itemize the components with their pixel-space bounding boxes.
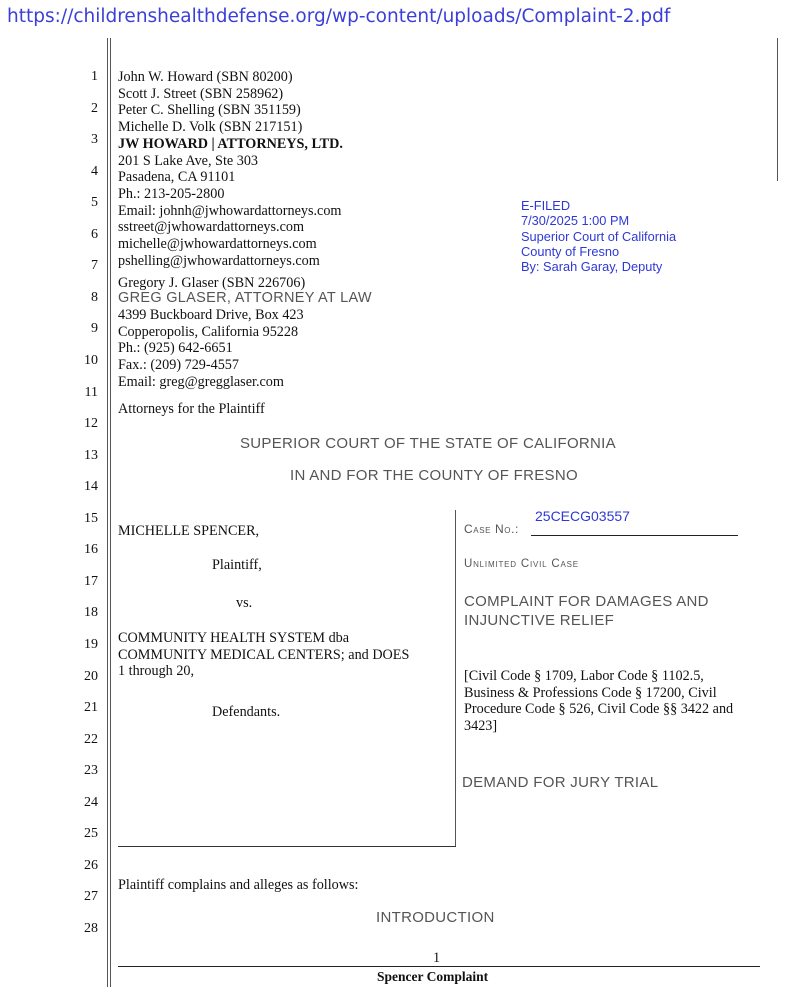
footer-title: Spencer Complaint — [377, 969, 489, 984]
pleading-rule-left-outer — [107, 38, 108, 987]
line-number: 11 — [84, 384, 98, 400]
glaser-line: Copperopolis, California 95228 — [118, 323, 299, 340]
line-number: 25 — [84, 826, 98, 842]
glaser-firm-name: GREG GLASER, ATTORNEY AT LAW — [118, 290, 372, 306]
line-number: 26 — [84, 857, 98, 873]
attorney-line: Michelle D. Volk (SBN 217151) — [118, 119, 303, 136]
efiled-stamp-line: 7/30/2025 1:00 PM — [521, 213, 630, 229]
defendants-label: Defendants. — [212, 704, 281, 720]
intro-sentence: Plaintiff complains and alleges as follows: — [118, 877, 359, 893]
line-number: 9 — [91, 321, 98, 337]
law-firm-name: JW HOWARD | ATTORNEYS, LTD. — [118, 135, 343, 152]
line-number: 6 — [91, 226, 98, 242]
attorney-line: 201 S Lake Ave, Ste 303 — [118, 152, 259, 169]
pleading-rule-right — [777, 38, 778, 181]
line-number: 20 — [84, 668, 98, 684]
attorneys-for-plaintiff: Attorneys for the Plaintiff — [118, 401, 265, 417]
court-name: SUPERIOR COURT OF THE STATE OF CALIFORNIA — [240, 435, 616, 452]
defendant-line: COMMUNITY MEDICAL CENTERS; and DOES — [118, 646, 410, 663]
defendants-block — [118, 630, 409, 680]
glaser-line: Fax.: (209) 729-4557 — [118, 357, 239, 374]
case-type: Unlimited Civil Case — [464, 558, 579, 570]
line-number: 8 — [91, 289, 98, 305]
attorney-line: sstreet@jwhowardattorneys.com — [118, 219, 305, 236]
complaint-title-line: COMPLAINT FOR DAMAGES AND — [464, 593, 709, 610]
section-heading-introduction: INTRODUCTION — [376, 909, 495, 926]
glaser-address-block — [118, 307, 304, 391]
pdf-url-link[interactable]: https://childrenshealthdefense.org/wp-content/uploads/Complaint-2.pdf — [7, 6, 671, 27]
glaser-name: Gregory J. Glaser (SBN 226706) — [118, 275, 306, 291]
attorney-line: Scott J. Street (SBN 258962) — [118, 85, 284, 102]
attorneys-block — [118, 69, 343, 269]
glaser-line: Email: greg@gregglaser.com — [118, 373, 284, 390]
line-number: 23 — [84, 763, 98, 779]
efiled-stamp-line: By: Sarah Garay, Deputy — [521, 259, 663, 275]
attorney-line: michelle@jwhowardattorneys.com — [118, 236, 317, 253]
caption-divider-bottom — [118, 846, 456, 847]
line-number: 22 — [84, 731, 98, 747]
efiled-stamp-line: Superior Court of California — [521, 228, 677, 244]
plaintiff-name: MICHELLE SPENCER, — [118, 523, 260, 539]
jury-demand: DEMAND FOR JURY TRIAL — [462, 774, 659, 791]
line-number: 13 — [84, 447, 98, 463]
defendant-line: COMMUNITY HEALTH SYSTEM dba — [118, 630, 350, 646]
efiled-stamp-line: County of Fresno — [521, 243, 620, 259]
line-number: 5 — [91, 195, 98, 211]
line-number: 18 — [84, 605, 98, 621]
statutory-codes — [464, 668, 733, 735]
attorney-line: Pasadena, CA 91101 — [118, 169, 236, 186]
codes-line: 3423] — [464, 718, 498, 735]
glaser-line: Ph.: (925) 642-6651 — [118, 340, 233, 357]
efiled-stamp-line: E-FILED — [521, 198, 571, 213]
line-number: 27 — [84, 889, 98, 905]
line-number: 24 — [84, 794, 98, 810]
line-number: 14 — [84, 479, 98, 495]
defendant-line: 1 through 20, — [118, 663, 195, 680]
attorney-line: John W. Howard (SBN 80200) — [118, 69, 293, 85]
line-number: 2 — [91, 100, 98, 116]
complaint-title — [464, 592, 709, 630]
efiled-stamp — [521, 198, 676, 274]
page-number: 1 — [433, 950, 441, 966]
attorney-line: Email: johnh@jwhowardattorneys.com — [118, 202, 342, 219]
footer-rule — [118, 966, 760, 967]
line-number: 10 — [84, 352, 98, 368]
codes-line: [Civil Code § 1709, Labor Code § 1102.5, — [464, 668, 704, 684]
attorney-line: pshelling@jwhowardattorneys.com — [118, 252, 320, 269]
case-no-underline — [531, 535, 738, 536]
attorney-line: Ph.: 213-205-2800 — [118, 185, 225, 202]
line-number: 17 — [84, 573, 98, 589]
codes-line: Business & Professions Code § 17200, Civil — [464, 684, 717, 701]
line-number: 4 — [91, 163, 98, 179]
glaser-line: 4399 Buckboard Drive, Box 423 — [118, 307, 304, 323]
line-number: 15 — [84, 510, 98, 526]
caption-divider-vertical — [455, 510, 456, 847]
line-number: 19 — [84, 636, 98, 652]
line-number: 21 — [84, 700, 98, 715]
case-no-label: Case No.: — [464, 522, 519, 536]
complaint-title-line: INJUNCTIVE RELIEF — [464, 612, 615, 629]
line-number: 28 — [84, 920, 98, 936]
line-number: 3 — [91, 132, 98, 148]
codes-line: Procedure Code § 526, Civil Code §§ 3422 and — [464, 701, 734, 718]
pdf-page — [0, 38, 804, 987]
line-number: 12 — [84, 416, 98, 432]
plaintiff-label: Plaintiff, — [212, 557, 262, 573]
pleading-rule-left-inner — [110, 38, 111, 987]
line-number: 16 — [84, 542, 98, 558]
case-number: 25CECG03557 — [535, 508, 630, 524]
line-number: 1 — [91, 69, 98, 84]
attorney-line: Peter C. Shelling (SBN 351159) — [118, 102, 301, 119]
versus: vs. — [236, 595, 253, 611]
court-county: IN AND FOR THE COUNTY OF FRESNO — [290, 467, 578, 484]
line-number: 7 — [91, 258, 98, 274]
